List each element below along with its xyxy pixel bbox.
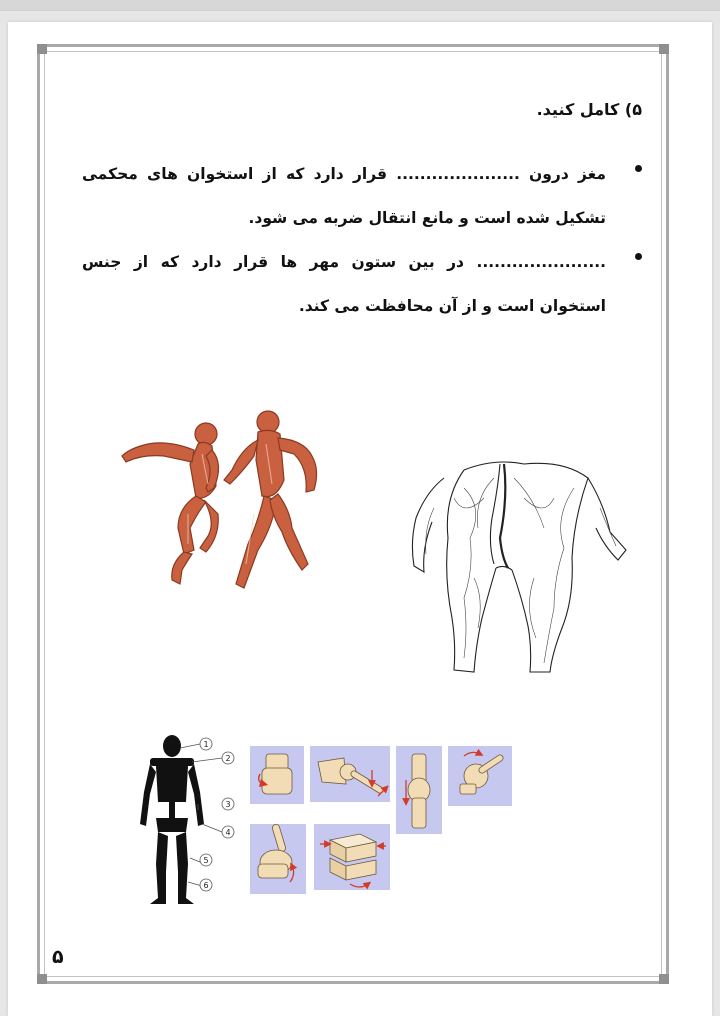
border-corner xyxy=(659,44,669,54)
bullet-dot xyxy=(635,253,642,260)
question-title: ۵) کامل کنید. xyxy=(536,100,642,119)
nervous-system-image xyxy=(404,458,634,680)
joint-icon xyxy=(250,824,306,894)
border-corner xyxy=(37,974,47,984)
nervous-system-icon xyxy=(412,462,626,672)
skeleton-label: 4 xyxy=(225,828,231,837)
border-corner xyxy=(659,974,669,984)
skeleton-label: 5 xyxy=(203,856,209,865)
bullet-item xyxy=(82,240,642,328)
page-number: ۵ xyxy=(52,946,64,968)
border-corner xyxy=(37,44,47,54)
bullet-dot xyxy=(635,165,642,172)
skeleton-image xyxy=(136,732,244,910)
bullet-item xyxy=(82,152,642,240)
joint-icon xyxy=(396,746,442,834)
joint-icon xyxy=(314,824,390,890)
joint-icon xyxy=(250,746,304,804)
skeleton-label: 1 xyxy=(203,740,209,749)
joint-icon xyxy=(310,746,390,802)
joint-icon xyxy=(448,746,512,806)
muscle-figure-icon xyxy=(122,411,317,588)
skeleton-label: 2 xyxy=(225,754,231,763)
muscle-figures-image xyxy=(108,404,334,610)
skeleton-label: 6 xyxy=(203,881,209,890)
bullet-text: ...................... در بین ستون مهر ها قرار دارد که از جنس استخوان است و از آن محافظت می کند. xyxy=(82,253,606,315)
top-strip xyxy=(0,0,720,11)
skeleton-icon xyxy=(140,735,204,904)
bullet-text: مغز درون ..................... قرار دارد که از استخوان های محکمی تشکیل شده است و مانع انتقال ضربه می شود. xyxy=(82,165,606,227)
skeleton-label: 3 xyxy=(225,800,231,809)
joint-types-image xyxy=(250,744,514,896)
